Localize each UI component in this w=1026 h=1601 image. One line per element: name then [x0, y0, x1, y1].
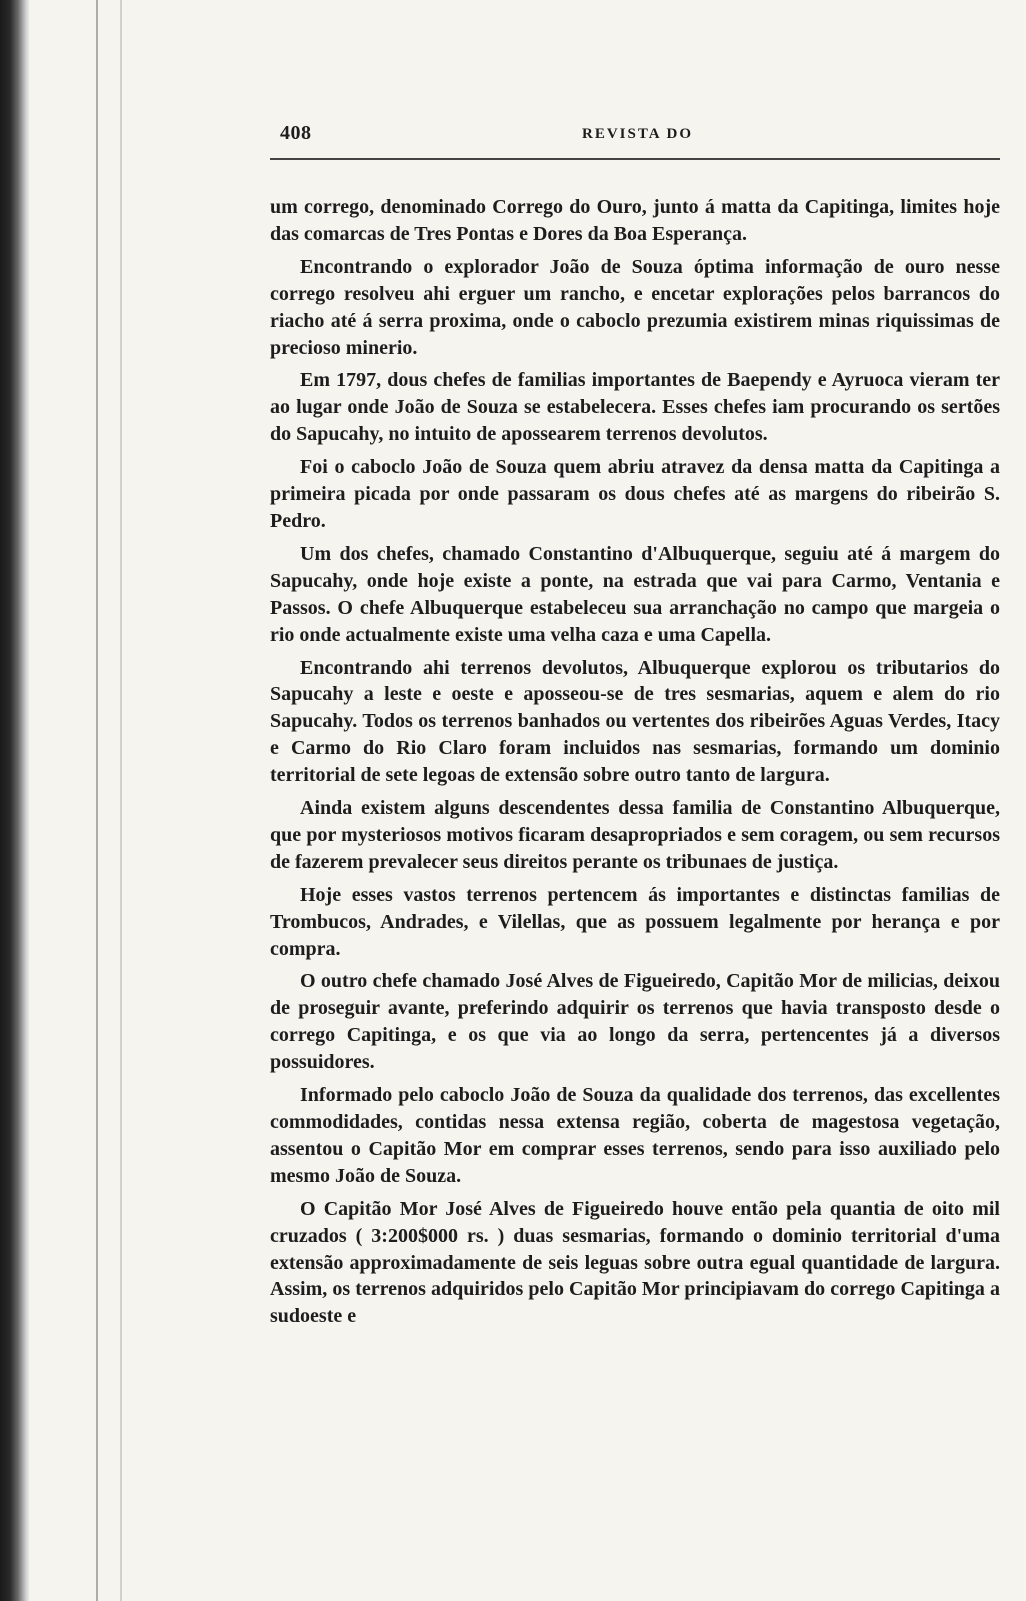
- paragraph: O Capitão Mor José Alves de Figueiredo houve então pela quantia de oito mil cruzados ( 3:200$000 rs. ) duas sesmarias, formando o dominio territorial d'uma extensão approximadamente de seis leguas sobre outra egual quantidade de largura. Assim, os terrenos adquiridos pelo Capitão Mor principiavam do corrego Capitinga a sudoeste e: [270, 1197, 1000, 1328]
- paragraph: Um dos chefes, chamado Constantino d'Albuquerque, seguiu até á margem do Sapucahy, onde hoje existe a ponte, na estrada que vai para Carmo, Ventania e Passos. O chefe Albuquerque estabeleceu sua arranchação no campo que margeia o rio onde actualmente existe uma velha caza e uma Capella.: [270, 542, 1000, 646]
- paragraph: um corrego, denominado Corrego do Ouro, junto á matta da Capitinga, limites hoje das comarcas de Tres Pontas e Dores da Boa Esperança.: [270, 196, 1000, 245]
- scan-streak: [96, 0, 98, 1601]
- page-number: 408: [280, 122, 312, 144]
- scan-streak: [120, 0, 122, 1601]
- body-text: [270, 194, 1000, 1330]
- running-title: REVISTA DO: [582, 126, 693, 142]
- paragraph: Foi o caboclo João de Souza quem abriu atravez da densa matta da Capitinga a primeira picada por onde passaram os dous chefes até as margens do ribeirão S. Pedro.: [270, 456, 1000, 532]
- paragraph: Encontrando ahi terrenos devolutos, Albuquerque explorou os tributarios do Sapucahy a leste e oeste e aposseou-se de tres sesmarias, aquem e alem do rio Sapucahy. Todos os terrenos banhados ou vertentes dos ribeirões Aguas Verdes, Itacy e Carmo do Rio Claro foram incluidos nas sesmarias, formando um dominio territorial de sete legoas de extensão sobre outro tanto de largura.: [270, 656, 1000, 787]
- paragraph: Encontrando o explorador João de Souza óptima informação de ouro nesse corrego resolveu ahi erguer um rancho, e encetar explorações pelos barrancos do riacho até á serra proxima, onde o caboclo prezumia existirem minas riquissimas de precioso minerio.: [270, 255, 1000, 359]
- paragraph: O outro chefe chamado José Alves de Figueiredo, Capitão Mor de milicias, deixou de proseguir avante, preferindo adquirir os terrenos que havia transposto desde o corrego Capitinga, e os que via ao longo da serra, pertencentes já a diversos possuidores.: [270, 970, 1000, 1074]
- paragraph: Hoje esses vastos terrenos pertencem ás importantes e distinctas familias de Trombucos, Andrades, e Vilellas, que as possuem legalmente por herança e por compra.: [270, 883, 1000, 960]
- scan-gutter-shadow: [0, 0, 30, 1601]
- running-header: [270, 118, 1000, 160]
- paragraph: Informado pelo caboclo João de Souza da qualidade dos terrenos, das excellentes commodidades, contidas nessa extensa região, coberta de magestosa vegetação, assentou o Capitão Mor em comprar esses terrenos, sendo para isso auxiliado pelo mesmo João de Souza.: [270, 1084, 1000, 1187]
- paragraph: Ainda existem alguns descendentes dessa familia de Constantino Albuquerque, que por mysteriosos motivos ficaram desapropriados e sem coragem, ou sem recursos de fazerem prevalecer seus direitos perante os tribunaes de justiça.: [270, 797, 1000, 873]
- paragraph: Em 1797, dous chefes de familias importantes de Baependy e Ayruoca vieram ter ao lugar onde João de Souza se estabelecera. Esses chefes iam procurando os sertões do Sapucahy, no intuito de apossearem terrenos devolutos.: [270, 369, 1000, 446]
- book-page: [270, 118, 1000, 1336]
